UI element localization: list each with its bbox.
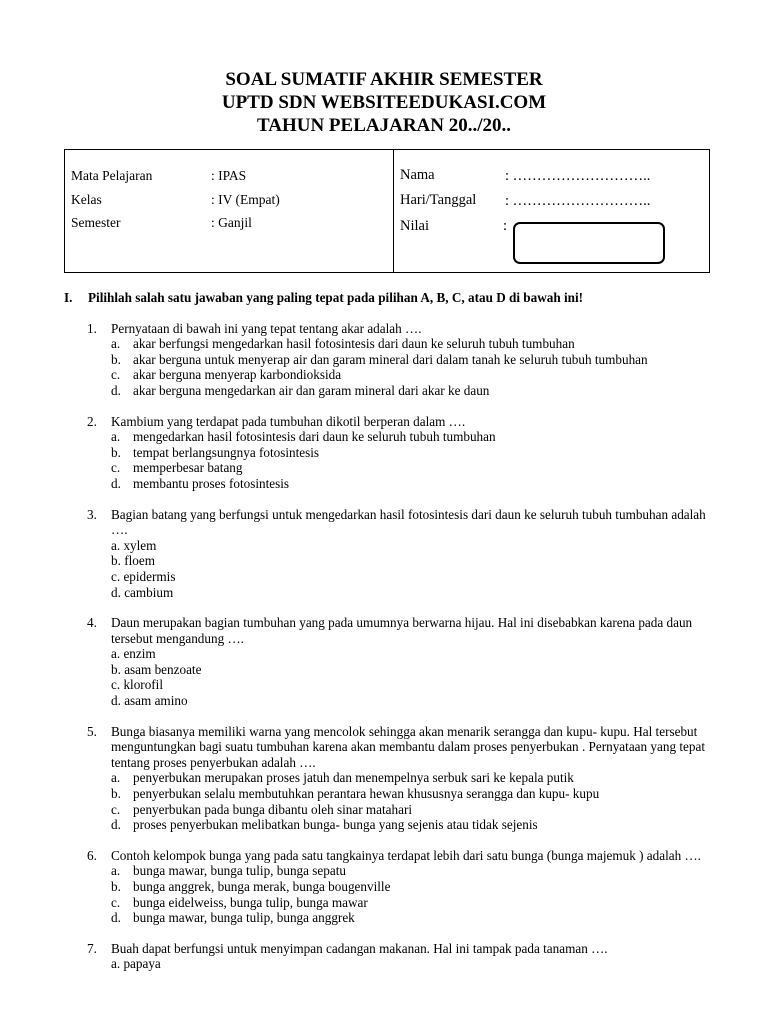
subject-label: Mata Pelajaran <box>71 168 153 183</box>
option-a[interactable]: a. papaya <box>111 956 161 972</box>
class-label: Kelas <box>71 192 102 207</box>
question-text: Contoh kelompok bunga yang pada satu tangkainya terdapat lebih dari satu bunga (bunga majemuk ) adalah …. <box>111 847 701 863</box>
score-box[interactable] <box>513 222 665 264</box>
option-a[interactable]: a. mengedarkan hasil fotosintesis dari daun ke seluruh tubuh tumbuhan <box>111 429 496 445</box>
class-value: : IV (Empat) <box>211 192 280 207</box>
question-text: Bunga biasanya memiliki warna yang mencolok sehingga akan menarik serangga dan kupu- kupu. Hal tersebut menguntungkan bagi suatu tumbuhan karena akan membantu dalam proses penyerbukan . Pernyataan yang tepat tentang proses penyerbukan adalah …. <box>111 723 705 770</box>
section-instruction <box>0 290 768 306</box>
question-number: 3. <box>87 506 97 522</box>
date-label: Hari/Tanggal <box>400 192 477 208</box>
question-number: 4. <box>87 615 97 631</box>
question-3 <box>0 507 768 601</box>
question-1 <box>0 321 768 399</box>
date-field[interactable]: : ……………………….. <box>505 193 651 209</box>
question-text: Daun merupakan bagian tumbuhan yang pada umumnya berwarna hijau. Hal ini disebabkan karena pada daun tersebut mengandung …. <box>111 615 693 646</box>
question-6 <box>0 848 768 926</box>
option-b[interactable]: b. akar berguna untuk menyerap air dan garam mineral dari dalam tanah ke seluruh tubuh tumbuhan <box>111 351 648 367</box>
semester-value: : Ganjil <box>211 215 252 230</box>
question-number: 2. <box>87 413 97 429</box>
option-c[interactable]: c. penyerbukan pada bunga dibantu oleh sinar matahari <box>111 801 413 817</box>
header-title: SOAL SUMATIF AKHIR SEMESTER <box>225 69 543 90</box>
option-c[interactable]: c. bunga eidelweiss, bunga tulip, bunga mawar <box>111 894 368 910</box>
score-colon: : <box>503 218 508 234</box>
question-text: Pernyataan di bawah ini yang tepat tentang akar adalah …. <box>111 320 422 336</box>
score-label: Nilai <box>400 218 429 234</box>
question-text: Buah dapat berfungsi untuk menyimpan cadangan makanan. Hal ini tampak pada tanaman …. <box>111 940 608 956</box>
option-b[interactable]: b. penyerbukan selalu membutuhkan perantara hewan khususnya serangga dan kupu- kupu <box>111 786 600 802</box>
identity-box <box>64 149 710 273</box>
question-text: Kambium yang terdapat pada tumbuhan dikotil berperan dalam …. <box>111 413 466 429</box>
identity-divider <box>393 150 394 272</box>
name-field[interactable]: : ……………………….. <box>505 168 651 184</box>
subject-value: : IPAS <box>211 168 247 183</box>
document-header <box>0 68 768 137</box>
option-c[interactable]: c. klorofil <box>111 677 164 693</box>
option-d[interactable]: d. akar berguna mengedarkan air dan garam mineral dari akar ke daun <box>111 382 490 398</box>
option-c[interactable]: c. epidermis <box>111 568 176 584</box>
option-b[interactable]: b. asam benzoate <box>111 661 202 677</box>
question-number: 6. <box>87 847 97 863</box>
question-4 <box>0 615 768 709</box>
option-d[interactable]: d. asam amino <box>111 693 188 709</box>
option-a[interactable]: a. enzim <box>111 646 156 662</box>
question-number: 1. <box>87 320 97 336</box>
option-d[interactable]: d. proses penyerbukan melibatkan bunga- bunga yang sejenis atau tidak sejenis <box>111 817 538 833</box>
name-label: Nama <box>400 167 435 183</box>
question-number: 5. <box>87 723 97 739</box>
question-text: Bagian batang yang berfungsi untuk mengedarkan hasil fotosintesis dari daun ke seluruh tubuh tumbuhan adalah …. <box>111 506 706 538</box>
option-c[interactable]: c. memperbesar batang <box>111 460 243 476</box>
question-number: 7. <box>87 940 97 956</box>
option-c[interactable]: c. akar berguna menyerap karbondioksida <box>111 367 342 383</box>
option-d[interactable]: d. bunga mawar, bunga tulip, bunga anggrek <box>111 910 355 926</box>
option-a[interactable]: a. xylem <box>111 537 157 553</box>
option-b[interactable]: b. tempat berlangsungnya fotosintesis <box>111 444 320 460</box>
question-2 <box>0 414 768 492</box>
section-text: Pilihlah salah satu jawaban yang paling tepat pada pilihan A, B, C, atau D di bawah ini! <box>88 290 584 305</box>
option-d[interactable]: d. membantu proses fotosintesis <box>111 475 290 491</box>
header-school: UPTD SDN WEBSITEEDUKASI.COM <box>221 92 547 113</box>
option-b[interactable]: b. bunga anggrek, bunga merak, bunga bougenville <box>111 879 391 894</box>
question-7 <box>0 941 768 972</box>
section-number: I. <box>64 290 73 305</box>
question-5 <box>0 724 768 833</box>
question-list <box>0 290 768 972</box>
option-a[interactable]: a. penyerbukan merupakan proses jatuh dan menempelnya serbuk sari ke kepala putik <box>111 770 574 786</box>
option-a[interactable]: a. bunga mawar, bunga tulip, bunga sepatu <box>111 863 346 879</box>
semester-label: Semester <box>71 215 121 230</box>
option-b[interactable]: b. floem <box>111 553 155 569</box>
option-a[interactable]: a. akar berfungsi mengedarkan hasil fotosintesis dari daun ke seluruh tubuh tumbuhan <box>111 336 575 352</box>
option-d[interactable]: d. cambium <box>111 584 174 600</box>
header-year: TAHUN PELAJARAN 20../20.. <box>256 115 512 136</box>
